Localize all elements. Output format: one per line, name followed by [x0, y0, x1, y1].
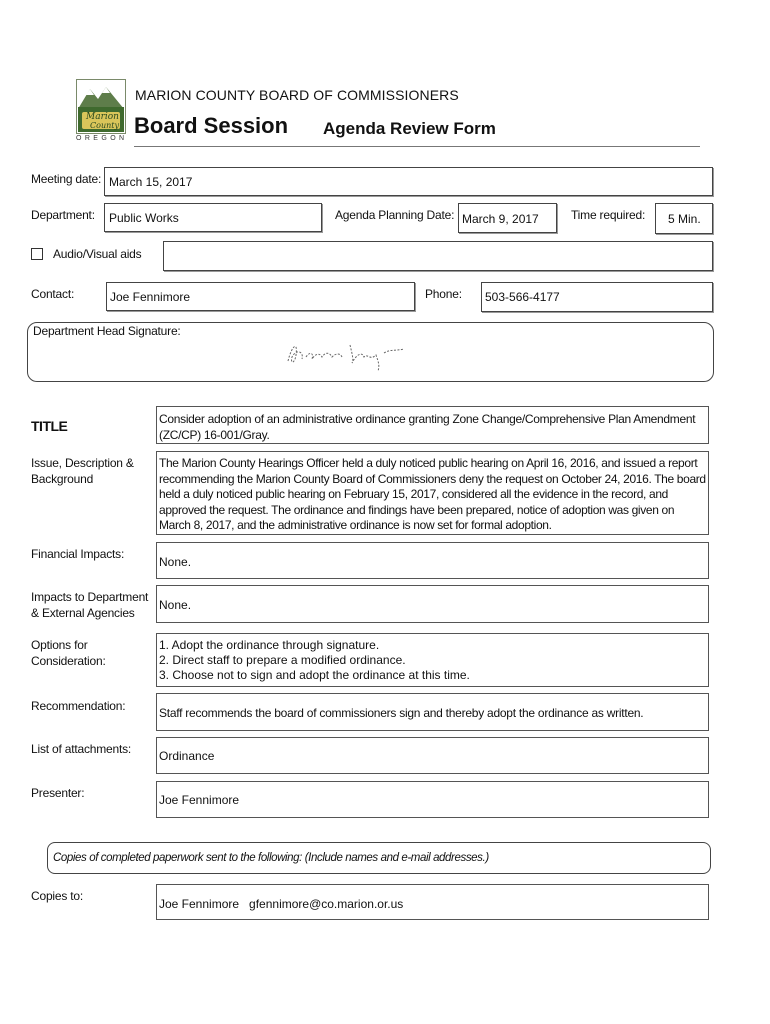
attachments-field[interactable] [156, 737, 709, 774]
header-divider [134, 146, 700, 147]
recommendation-label: Recommendation: [31, 699, 126, 713]
time-required-label: Time required: [571, 208, 646, 222]
page-title: Board Session [134, 113, 289, 138]
contact-value: Joe Fennimore [110, 290, 191, 304]
presenter-value: Joe Fennimore [159, 793, 240, 807]
issue-value: The Marion County Hearings Officer held a duly noticed public hearing on April 16, 2016, and issued a report recommending the Marion County Board of Commissioners deny the request on October 24, 2016. The board held a duly noticed public hearing on February 15, 2017, considered all the evidence in the record, and approved the request. The ordinance and findings have been prepared, notice of adoption was given on March 8, 2017, and the administrative ordinance is now set for formal adoption. [159, 456, 706, 532]
title-section-label: TITLE [31, 418, 68, 434]
audio-visual-field[interactable] [163, 241, 713, 271]
logo-text-oregon: OREGON [76, 135, 128, 142]
department-label: Department: [31, 208, 95, 222]
meeting-date-field[interactable] [104, 167, 713, 196]
meeting-date-label: Meeting date: [31, 172, 102, 186]
option-item-2: 2. Direct staff to prepare a modified ordinance. [159, 653, 406, 667]
time-required-value: 5 Min. [668, 212, 701, 226]
presenter-label: Presenter: [31, 786, 85, 800]
issue-label: Issue, Description & Background [31, 456, 134, 486]
copies-to-value: Joe Fennimore gfennimore@co.marion.or.us [159, 897, 404, 911]
signature-label: Department Head Signature: [33, 324, 181, 338]
attachments-label: List of attachments: [31, 742, 132, 756]
impacts-field[interactable] [156, 585, 709, 623]
logo-text-marion: Marion [86, 112, 119, 122]
signature-scribble [280, 335, 410, 375]
logo-text-county: County [90, 121, 119, 130]
copies-to-label: Copies to: [31, 889, 84, 903]
option-item-3: 3. Choose not to sign and adopt the ordinance at this time. [159, 668, 470, 682]
financial-field[interactable] [156, 542, 709, 579]
impacts-label: Impacts to Department & External Agencies [31, 590, 149, 620]
org-name: MARION COUNTY BOARD OF COMMISSIONERS [135, 87, 459, 103]
option-item-1: 1. Adopt the ordinance through signature. [159, 638, 380, 652]
contact-label: Contact: [31, 287, 75, 301]
financial-value: None. [159, 555, 192, 569]
impacts-value: None. [159, 598, 192, 612]
audio-visual-checkbox[interactable] [31, 248, 43, 260]
meeting-date-value: March 15, 2017 [109, 175, 193, 189]
phone-label: Phone: [425, 287, 462, 301]
financial-label: Financial Impacts: [31, 547, 125, 561]
audio-visual-label: Audio/Visual aids [53, 247, 142, 261]
attachments-value: Ordinance [159, 749, 215, 763]
department-value: Public Works [109, 211, 179, 225]
planning-date-value: March 9, 2017 [462, 212, 539, 226]
phone-value: 503-566-4177 [485, 290, 560, 304]
planning-date-label: Agenda Planning Date: [335, 208, 455, 222]
title-value: Consider adoption of an administrative ordinance granting Zone Change/Comprehensive Plan Amendment (ZC/CP) 16-001/Gray. [159, 412, 696, 442]
options-label: Options for Consideration: [31, 638, 106, 668]
copies-note: Copies of completed paperwork sent to the following: (Include names and e-mail addresses.) [53, 852, 489, 864]
county-logo [76, 79, 126, 145]
page-subtitle: Agenda Review Form [323, 119, 496, 138]
recommendation-value: Staff recommends the board of commissioners sign and thereby adopt the ordinance as written. [159, 706, 644, 720]
